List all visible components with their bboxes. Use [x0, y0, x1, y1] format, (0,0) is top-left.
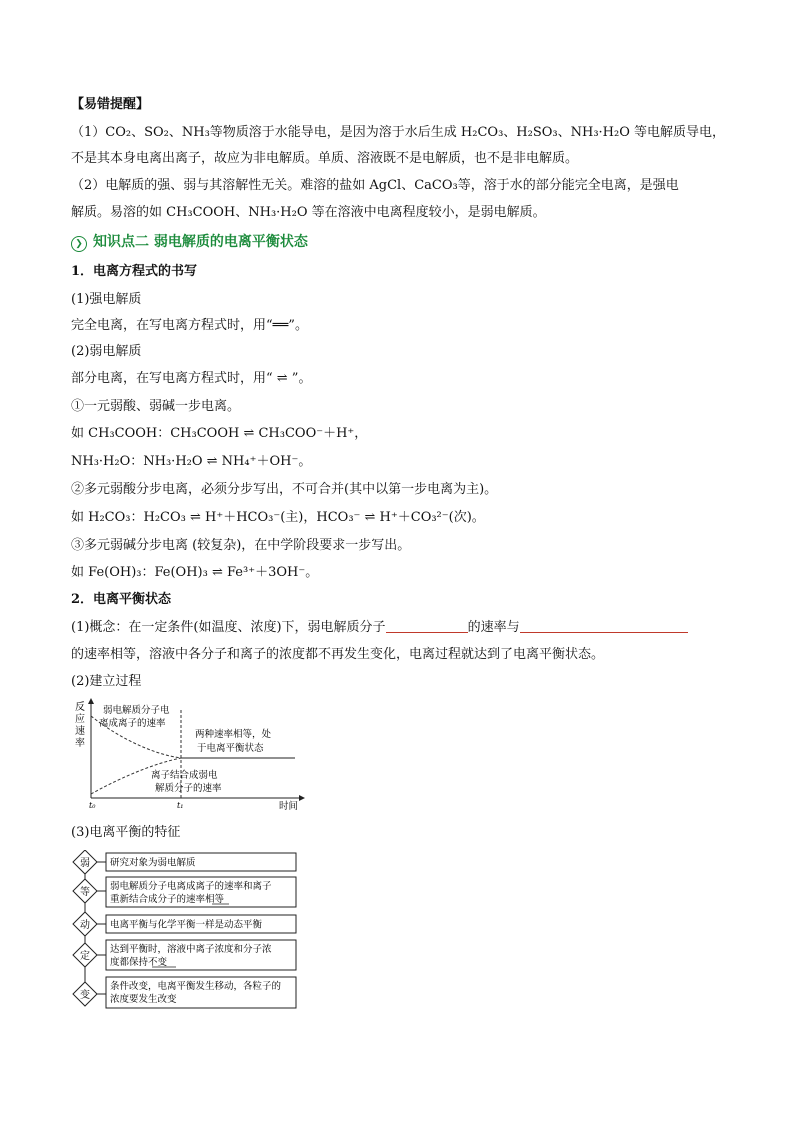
feature-equal — [73, 877, 296, 907]
concept-line-1 — [71, 618, 688, 638]
chevron-right-icon: ❯ — [71, 236, 87, 252]
equilibrium-label-1: 两种速率相等，处 — [195, 729, 272, 740]
item-2: ②多元弱酸分步电离，必须分步写出，不可合并(其中以第一步电离为主)。 — [71, 482, 498, 497]
ylabel-1: 反 — [75, 702, 85, 713]
blank-2[interactable] — [520, 618, 688, 633]
part2-heading: 2．电离平衡状态 — [71, 592, 172, 607]
features-diagram — [72, 850, 300, 1012]
item-3: ③多元弱碱分步电离 (较复杂)，在中学阶段要求一步写出。 — [71, 538, 411, 553]
concept-text-a: (1)概念：在一定条件(如温度、浓度)下，弱电解质分子 — [71, 620, 386, 635]
xlabel: 时间 — [279, 801, 299, 812]
section-heading — [71, 232, 308, 253]
x-axis-arrow — [299, 795, 305, 801]
example-2: NH₃·H₂O：NH₃·H₂O ⇌ NH₄⁺＋OH⁻。 — [71, 454, 312, 469]
feature-text-2: 重新结合成分子的速率相等 — [110, 894, 225, 905]
concept-text-b: 的速率与 — [467, 620, 520, 635]
strong-text: 完全电离，在写电离方程式时，用“══”。 — [71, 318, 308, 333]
weak-text: 部分电离，在写电离方程式时，用“ ⇌ ”。 — [71, 371, 312, 386]
feature-key: 等 — [80, 887, 90, 898]
blank-1[interactable] — [386, 618, 468, 633]
section-title: 知识点二 弱电解质的电离平衡状态 — [93, 234, 308, 250]
rate-time-graph — [71, 696, 311, 814]
feature-key: 弱 — [80, 858, 90, 869]
feature-key: 变 — [80, 990, 90, 1001]
item-1: ①一元弱酸、弱碱一步电离。 — [71, 399, 241, 414]
feature-key: 定 — [80, 951, 90, 962]
feature-text-2: 浓度要发生改变 — [110, 994, 177, 1005]
bottom-curve-label-1: 离子结合成弱电 — [151, 770, 218, 781]
feature-text: 研究对象为弱电解质 — [110, 857, 196, 869]
tip-p2b: 解质。易溶的如 CH₃COOH、NH₃·H₂O 等在溶液中电离程度较小，是弱电解质。 — [71, 205, 546, 220]
feature-text-1: 条件改变，电离平衡发生移动，各粒子的 — [110, 981, 282, 992]
tip-p1a: （1）CO₂、SO₂、NH₃等物质溶于水能导电，是因为溶于水后生成 H₂CO₃、H₂SO₃、NH₃·H₂O 等电解质导电， — [71, 125, 725, 140]
feature-fixed — [73, 940, 296, 970]
y-axis-arrow — [88, 698, 94, 704]
feature-text: 电离平衡与化学平衡一样是动态平衡 — [110, 919, 263, 931]
strong-label: (1)强电解质 — [71, 292, 142, 307]
concept-text-c: 的速率相等，溶液中各分子和离子的浓度都不再发生变化，电离过程就达到了电离平衡状态。 — [71, 647, 605, 662]
example-3: 如 H₂CO₃：H₂CO₃ ⇌ H⁺＋HCO₃⁻(主)，HCO₃⁻ ⇌ H⁺＋CO₃²⁻(次)。 — [71, 510, 485, 525]
t1-label: t₁ — [177, 801, 184, 810]
equilibrium-label-2: 于电离平衡状态 — [197, 743, 264, 754]
tip-p2a: （2）电解质的强、弱与其溶解性无关。难溶的盐如 AgCl、CaCO₃等，溶于水的部分能完全电离，是强电 — [71, 178, 679, 193]
feature-label: (3)电离平衡的特征 — [71, 825, 181, 840]
example-4: 如 Fe(OH)₃：Fe(OH)₃ ⇌ Fe³⁺＋3OH⁻。 — [71, 565, 319, 580]
feature-change — [73, 977, 296, 1008]
feature-text-2: 度都保持不变 — [110, 957, 168, 968]
tip-heading: 【易错提醒】 — [71, 97, 150, 112]
feature-dynamic — [73, 912, 296, 936]
example-1: 如 CH₃COOH：CH₃COOH ⇌ CH₃COO⁻＋H⁺， — [71, 426, 368, 441]
process-label: (2)建立过程 — [71, 674, 142, 689]
feature-text-1: 达到平衡时，溶液中离子浓度和分子浓 — [110, 944, 272, 955]
weak-label: (2)弱电解质 — [71, 344, 142, 359]
ylabel-4: 率 — [75, 738, 85, 749]
top-curve-label-1: 弱电解质分子电 — [103, 705, 170, 716]
tip-p1b: 不是其本身电离出离子，故应为非电解质。单质、溶液既不是电解质，也不是非电解质。 — [71, 151, 579, 166]
top-curve-label-2: 离成离子的速率 — [99, 718, 166, 729]
bottom-curve-label-2: 解质分子的速率 — [155, 783, 222, 794]
ylabel-2: 应 — [75, 714, 85, 725]
feature-text-1: 弱电解质分子电离成离子的速率和离子 — [110, 881, 272, 892]
feature-key: 动 — [80, 920, 90, 931]
feature-weak — [73, 850, 296, 874]
ylabel-3: 速 — [75, 726, 85, 737]
t0-label: t₀ — [89, 801, 96, 810]
part1-heading: 1．电离方程式的书写 — [71, 264, 198, 279]
